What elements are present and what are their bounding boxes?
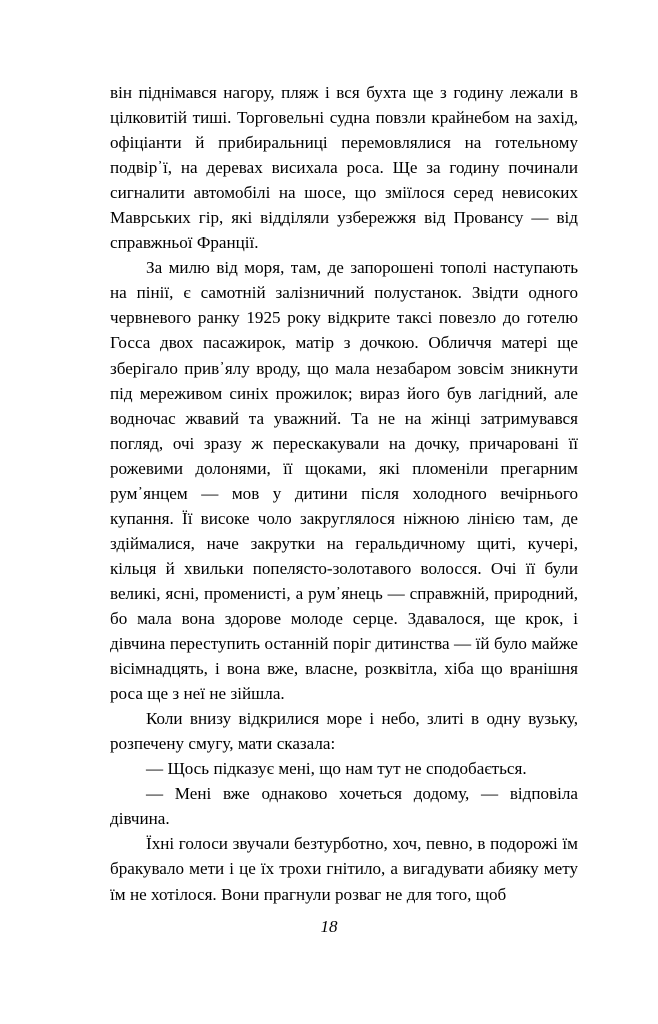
paragraph-sea-and-sky: Коли внизу відкрилися море і небо, злиті в одну вузьку, розпечену смугу, мати сказала: xyxy=(110,709,578,754)
page-number: 18 xyxy=(320,917,338,936)
body-text-block xyxy=(110,80,578,907)
dialogue-line-daughter: — Мені вже однаково хочеться додому, — відповіла дівчина. xyxy=(110,784,578,829)
paragraph-voices: Їхні голоси звучали безтурботно, хоч, певно, в подорожі їм бракувало мети і це їх трохи гнітило, а вигадувати абияку мету їм не хотілося. Вони прагнули розваг не для того, щоб xyxy=(110,834,578,904)
paragraph-narrative-arrival: За милю від моря, там, де запорошені тополі наступають на пінії, є самотній залізничний полустанок. Звідти одного червневого ранку 1925 року відкрите таксі повезло до готелю Госса двох пасажирок, матір з дочкою. Обличчя матері ще зберігало прив᾽ялу вроду, що мала незабаром зовсім зникнути під мереживом синіх прожилок; вираз його був лагідний, але водночас жвавий та уважний. Та не на жінці затримувався погляд, очі зразу ж перескакували на дочку, причаровані її рожевими долонями, її щоками, які пломеніли прегарним рум᾽янцем — мов у дитини після холодного вечірнього купання. Її високе чоло закруглялося ніжною лінією там, де здіймалися, наче закрутки на геральдичному щиті, кучері, кільця й хвильки попелясто-золотавого волосся. Очі її були великі, ясні, променисті, а рум᾽янець — справжній, природний, бо мала вона здорове молоде серце. Здавалося, ще крок, і дівчина переступить останній поріг дитинства — їй було майже вісімнадцять, і вона вже, власне, розквітла, хіба що вранішня роса ще з неї не зійшла. xyxy=(110,258,578,704)
dialogue-line-mother: — Щось підказує мені, що нам тут не сподобається. xyxy=(146,759,527,779)
paragraph-continued: він піднімався нагору, пляж і вся бухта ще з годину лежали в цілковитій тиші. Торговельні судна повзли крайнебом на захід, офіціанти й прибиральниці перемовлялися на готельному подвір᾽ї, на деревах висихала роса. Ще за годину починали сигналити автомобілі на шосе, що зміїлося серед невисоких Маврських гір, які відділяли узбережжя від Провансу — від справжньої Франції. xyxy=(110,83,578,253)
